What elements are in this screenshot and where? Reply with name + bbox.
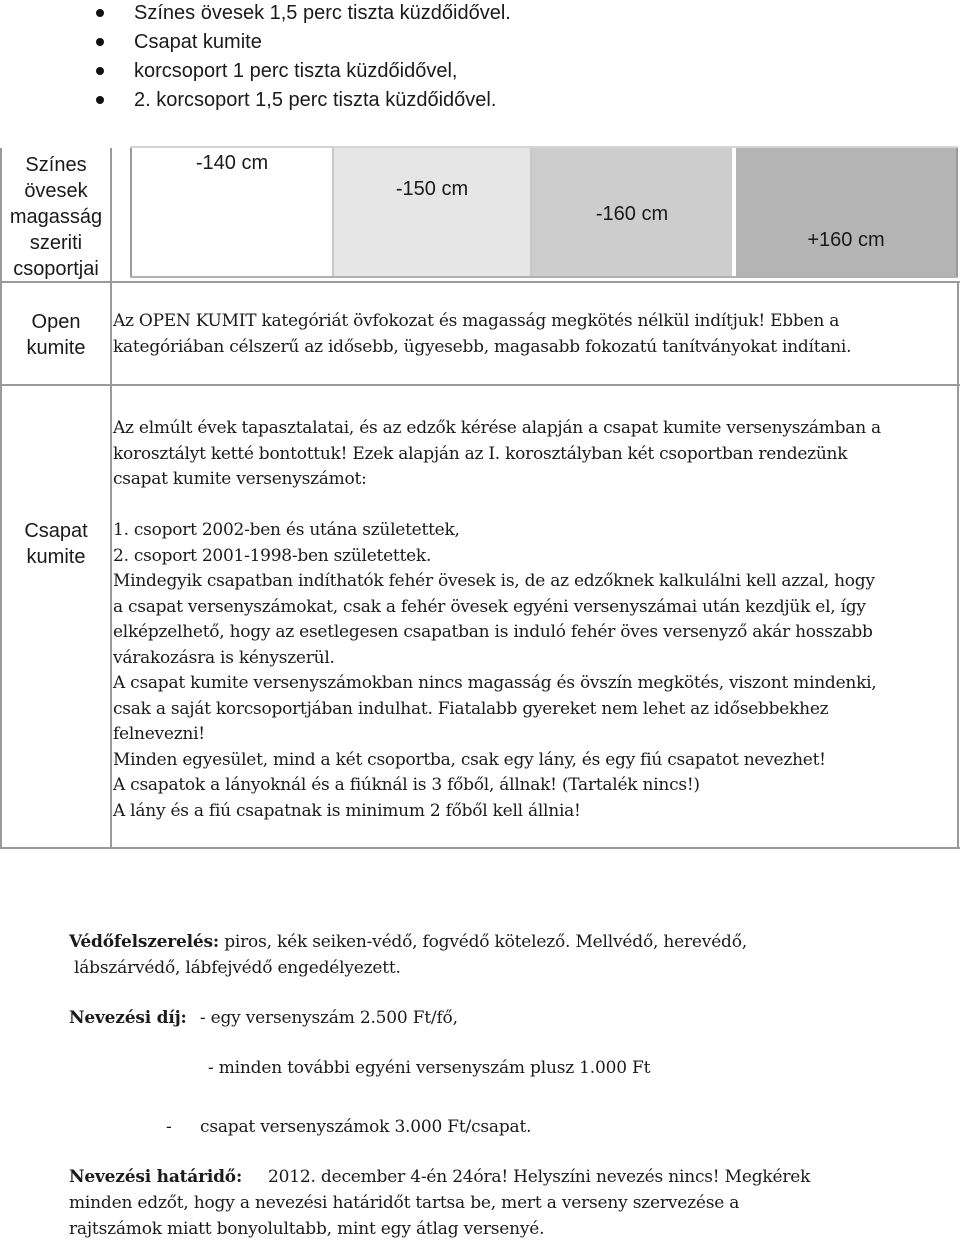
bullet-icon: [96, 96, 104, 104]
deadline-text: rajtszámok miatt bonyolultabb, mint egy átlag versenyé.: [69, 1219, 545, 1239]
list-item-text: korcsoport 1 perc tiszta küzdőidővel,: [134, 60, 458, 82]
open-kumite-description: Az OPEN KUMIT kategóriát övfokozat és magasság megkötés nélkül indítjuk! Ebben a kategóriában célszerű az idősebb, ügyesebb, magasabb fokozatú tanítványokat indítani.: [113, 311, 852, 357]
height-group-160-plus: +160 cm: [736, 148, 956, 276]
deadline-text: minden edzőt, hogy a nevezési határidőt tartsa be, mert a verseny szervezése a: [69, 1193, 740, 1213]
equipment-text: lábszárvédő, lábfejvédő engedélyezett.: [74, 958, 401, 978]
fee-dash: -: [166, 1117, 172, 1137]
height-group-160: -160 cm: [532, 148, 732, 276]
deadline-text: 2012. december 4-én 24óra! Helyszíni nevezés nincs! Megkérek: [268, 1167, 811, 1187]
fee-section: [69, 1005, 458, 1031]
bullet-icon: [96, 38, 104, 46]
deadline-section: [69, 1164, 810, 1242]
list-item-text: 2. korcsoport 1,5 perc tiszta küzdőidővel.: [134, 89, 497, 111]
equipment-section: [69, 929, 747, 981]
open-kumite-label: Open kumite: [26, 311, 86, 359]
team-kumite-description: Az elmúlt évek tapasztalatai, és az edzők kérése alapján a csapat kumite versenyszámban a korosztályt ketté bontottuk! Ezek alapján az I. korosztályban két csoportban rendezünk csapat kumite versenyszámot: 1. csoport 2002-ben és utána születettek, 2. csoport 2001-1998-ben születettek. Mindegyik csapatban indíthatók fehér övesek is, de az edzőknek kalkulálni kell azzal, hogy a csapat versenyszámokat, csak a fehér övesek egyéni versenyszámai után kezdjük el, így elképzelhető, hogy az esetlegesen csapatban is induló fehér öves versenyző akár hosszabb várakozásra is kényszerül. A csapat kumite versenyszámokban nincs magasság és övszín megkötés, viszont mindenki, csak a saját korcsoportjában indulhat. Fiatalabb gyereket nem lehet az idősebbekhez felnevezni! Minden egyesület, mind a két csoportba, csak egy lány, és egy fiú csapatot nevezhet! A csapatok a lányoknál és a fiúknál is 3 főből, állnak! (Tartalék nincs!) A lány és a fiú csapatnak is minimum 2 főből kell állnia!: [113, 418, 881, 821]
fee-label: Nevezési díj:: [69, 1008, 187, 1028]
fee-line-1: - egy versenyszám 2.500 Ft/fő,: [199, 1008, 458, 1028]
equipment-text: piros, kék seiken-védő, fogvédő kötelező. Mellvédő, herevédő,: [219, 932, 747, 952]
height-group-150: -150 cm: [334, 148, 530, 276]
fee-line-3: csapat versenyszámok 3.000 Ft/csapat.: [200, 1117, 532, 1137]
bullet-icon: [96, 9, 104, 17]
deadline-label: Nevezési határidő:: [69, 1167, 243, 1187]
bullet-icon: [96, 67, 104, 75]
list-item-text: Színes övesek 1,5 perc tiszta küzdőidővel.: [134, 2, 511, 24]
fee-line-2: - minden további egyéni versenyszám plusz 1.000 Ft: [208, 1058, 651, 1078]
height-group-140: -140 cm: [132, 148, 332, 276]
height-category-label: Színes övesek magasság szeriti csoportjai: [9, 154, 103, 280]
equipment-label: Védőfelszerelés:: [69, 932, 219, 952]
team-kumite-label: Csapat kumite: [24, 520, 88, 568]
list-item-text: Csapat kumite: [134, 31, 262, 53]
